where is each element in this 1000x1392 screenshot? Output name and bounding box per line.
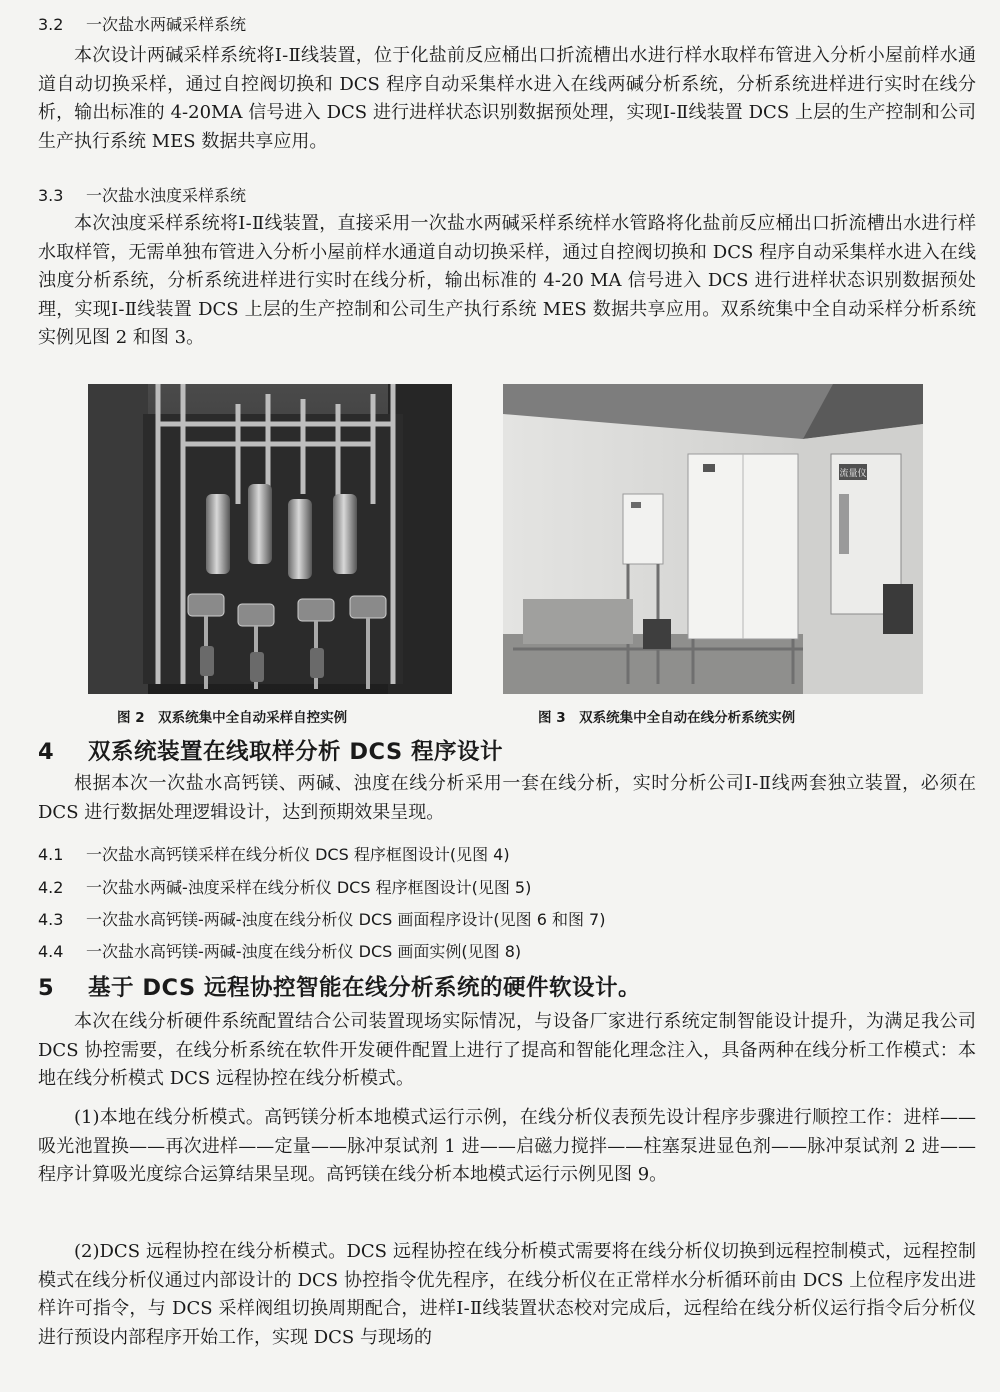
subsection-3-2-heading	[38, 12, 246, 35]
subsection-title: 一次盐水高钙镁采样在线分析仪 DCS 程序框图设计(见图 4)	[86, 845, 510, 864]
figure-3-caption: 图 3 双系统集中全自动在线分析系统实例	[538, 710, 796, 726]
section-title: 基于 DCS 远程协控智能在线分析系统的硬件软设计。	[88, 975, 641, 1001]
subsection-number: 3.3	[38, 186, 64, 205]
subsection-title: 一次盐水两碱-浊度采样在线分析仪 DCS 程序框图设计(见图 5)	[86, 878, 532, 897]
subsection-number: 4.4	[38, 942, 64, 961]
section-4-heading	[38, 734, 503, 766]
analyzer-panel-label: 流量仪	[839, 469, 867, 479]
subsection-3-2-body: 本次设计两碱采样系统将Ⅰ-Ⅱ线装置，位于化盐前反应桶出口折流槽出水进行样水取样布管进入分析小屋前样水通道自动切换采样，通过自控阀切换和 DCS 程序自动采集样水进入在线两碱分析系统，分析系统进样进行实时在线分析，输出标准的 4-20MA 信号进入 DCS 进行进样状态识别数据预处理，实现Ⅰ-Ⅱ线装置 DCS 上层的生产控制和公司生产执行系统 MES 数据共享应用。	[38, 45, 976, 152]
figure-2-photo	[88, 384, 452, 694]
sampling-valves-illustration	[88, 384, 452, 694]
subsection-number: 4.3	[38, 910, 64, 929]
section-5-paragraph-3: (2)DCS 远程协控在线分析模式。DCS 远程协控在线分析模式需要将在线分析仪切换到远程控制模式，远程控制模式在线分析仪通过内部设计的 DCS 协控指令优先程序，在线分析仪在正常样水分析循环前由 DCS 上位程序发出进样许可指令，与 DCS 采样阀组切换周期配合，进样Ⅰ-Ⅱ线装置状态校对完成后，远程给在线分析仪运行指令后分析仪进行预设内部程序开始工作，实现 DCS 与现场的	[38, 1241, 976, 1348]
subsection-3-3-body: 本次浊度采样系统将Ⅰ-Ⅱ线装置，直接采用一次盐水两碱采样系统样水管路将化盐前反应桶出口折流槽出水进行样水取样管，无需单独布管进入分析小屋前样水通道自动切换采样，通过自控阀切换和 DCS 程序自动采集样水进入在线浊度分析系统，分析系统进样进行实时在线分析，输出标准的 4-20 MA 信号进入 DCS 进行进样状态识别数据预处理，实现Ⅰ-Ⅱ线装置 DCS 上层的生产控制和公司生产执行系统 MES 数据共享应用。双系统集中全自动采样分析系统实例见图 2 和图 3。	[38, 213, 976, 348]
section-number: 5	[38, 975, 55, 1001]
subsection-title: 一次盐水高钙镁-两碱-浊度在线分析仪 DCS 画面实例(见图 8)	[86, 942, 522, 961]
subsection-4-1	[38, 842, 510, 865]
subsection-title: 一次盐水浊度采样系统	[86, 186, 247, 205]
section-title: 双系统装置在线取样分析 DCS 程序设计	[88, 739, 503, 765]
figure-2-caption: 图 2 双系统集中全自动采样自控实例	[117, 710, 348, 726]
figure-3-photo	[503, 384, 923, 694]
section-4-intro: 根据本次一次盐水高钙镁、两碱、浊度在线分析采用一套在线分析，实时分析公司Ⅰ-Ⅱ线两套独立装置，必须在 DCS 进行数据处理逻辑设计，达到预期效果呈现。	[38, 773, 976, 823]
section-5-heading	[38, 970, 641, 1002]
subsection-4-2	[38, 875, 531, 898]
section-number: 4	[38, 739, 55, 765]
section-5-paragraph-2: (1)本地在线分析模式。高钙镁分析本地模式运行示例，在线分析仪表预先设计程序步骤进行顺控工作：进样——吸光池置换——再次进样——定量——脉冲泵试剂 1 进——启磁力搅拌——柱塞泵进显色剂——脉冲泵试剂 2 进——程序计算吸光度综合运算结果呈现。高钙镁在线分析本地模式运行示例见图 9。	[38, 1107, 976, 1185]
subsection-title: 一次盐水两碱采样系统	[86, 15, 247, 34]
analyzer-cabinets-illustration	[503, 384, 923, 694]
subsection-number: 4.1	[38, 845, 64, 864]
subsection-number: 3.2	[38, 15, 64, 34]
subsection-number: 4.2	[38, 878, 64, 897]
subsection-4-4	[38, 939, 521, 962]
subsection-title: 一次盐水高钙镁-两碱-浊度在线分析仪 DCS 画面程序设计(见图 6 和图 7)	[86, 910, 606, 929]
subsection-4-3	[38, 907, 605, 930]
subsection-3-3-heading	[38, 183, 246, 206]
section-5-paragraph-1: 本次在线分析硬件系统配置结合公司装置现场实际情况，与设备厂家进行系统定制智能设计提升，为满足我公司 DCS 协控需要，在线分析系统在软件开发硬件配置上进行了提高和智能化理念注入，具备两种在线分析工作模式：本地在线分析模式 DCS 远程协控在线分析模式。	[38, 1011, 976, 1089]
